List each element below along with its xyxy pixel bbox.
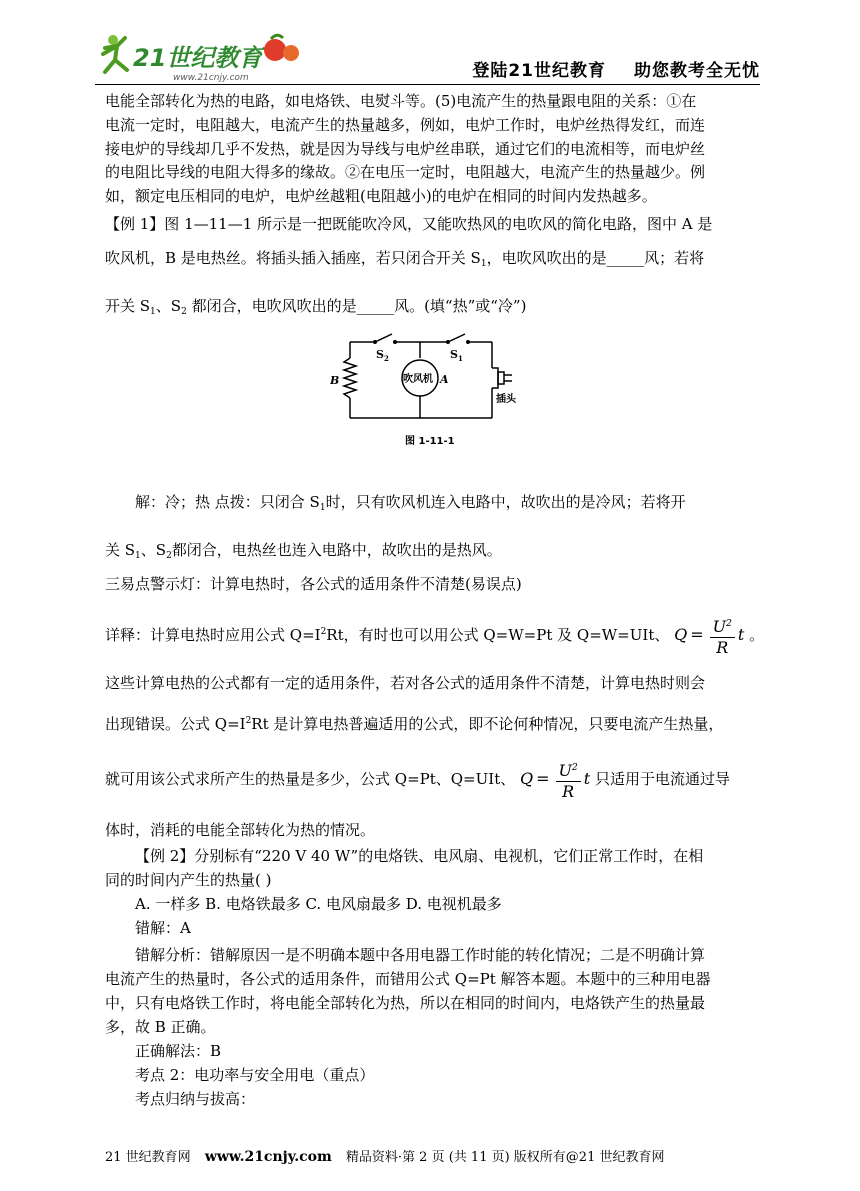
text-line: 中，只有电烙铁工作时，将电能全部转化为热，所以在相同的时间内，电烙铁产生的热量最	[105, 994, 706, 1012]
fan-a-label: A	[440, 373, 449, 386]
fan-label: 吹风机	[403, 374, 433, 385]
text-line: 电能全部转化为热的电路，如电烙铁、电熨斗等。(5)电流产生的热量跟电阻的关系：①在	[105, 92, 697, 110]
key-point-2: 考点 2：电功率与安全用电（重点）	[135, 1066, 375, 1084]
switch-s2-label: $S_2$	[376, 348, 389, 363]
footer-site: 21 世纪教育网	[105, 1150, 191, 1165]
logo-fruit-icon	[264, 39, 286, 61]
header-slogan	[472, 56, 760, 81]
slogan-right: 助您教考全无忧	[634, 61, 760, 81]
plug-label: 插头	[496, 394, 516, 405]
text-line: 电流产生的热量时，各公式的适用条件，而错用公式 Q=Pt 解答本题。本题中的三种用电器	[105, 970, 711, 988]
text-line: 错解分析：错解原因一是不明确本题中各用电器工作时能的转化情况；二是不明确计算	[135, 946, 706, 964]
formula-q-u2r: Q = $\frac{U^2}{R}$ t	[674, 614, 744, 658]
solution-1: 解：冷；热 点拨：只闭合 $S_1$时，只有吹风机连入电路中，故吹出的是冷风；若将开	[135, 493, 686, 513]
text-line: 出现错误。公式 $Q=I^2Rt$ 是计算电热普遍适用的公式，即不论何种情况，只要电流产生热量，	[105, 715, 724, 733]
resistor-b-label: B	[330, 374, 340, 387]
text-line: 就可用该公式求所产生的热量是多少，公式 Q=Pt、Q=UIt、 Q = $\frac{U^2}{R}$ t 只适用于电流通过导	[105, 758, 730, 802]
warning-heading: 三易点警示灯：计算电热时，各公式的适用条件不清楚(易误点)	[105, 575, 522, 593]
key-point-2-subtitle: 考点归纳与拔高：	[135, 1090, 256, 1108]
text-line: 关 $S_1$、$S_2$都闭合，电热丝也连入电路中，故吹出的是热风。	[105, 541, 502, 561]
circuit-diagram	[330, 320, 530, 450]
wrong-answer: 错解：A	[135, 919, 191, 937]
footer-info: 精品资料·第 2 页 (共 11 页) 版权所有@21 世纪教育网	[345, 1150, 665, 1165]
formula-q-u2r-2: Q = $\frac{U^2}{R}$ t	[520, 758, 590, 802]
header-divider	[95, 84, 760, 85]
footer-url[interactable]: www.21cnjy.com	[204, 1149, 332, 1165]
page-header	[95, 28, 760, 84]
logo-text: 21世纪教育	[133, 44, 263, 72]
text-line: 这些计算电热的公式都有一定的适用条件，若对各公式的适用条件不清楚，计算电热时则会	[105, 674, 706, 692]
text-line: 接电炉的导线却几乎不发热，就是因为导线与电炉丝串联，通过它们的电流相等，而电炉丝	[105, 140, 706, 158]
text-line: 的电阻比导线的电阻大得多的缘故。②在电压一定时，电阻越大，电流产生的热量越少。例	[105, 163, 706, 181]
example-2-options: A. 一样多 B. 电烙铁最多 C. 电风扇最多 D. 电视机最多	[135, 895, 502, 913]
figure-caption: 图 1-11-1	[405, 436, 455, 447]
example-1-title: 【例 1】图 1—11—1 所示是一把既能吹冷风，又能吹热风的电吹风的简化电路，图中 A 是	[105, 215, 713, 233]
text-line: 如，额定电压相同的电炉，电炉丝越粗(电阻越小)的电炉在相同的时间内发热越多。	[105, 187, 657, 205]
text-line: 多，故 B 正确。	[105, 1018, 216, 1036]
slogan-left: 登陆21世纪教育	[472, 61, 606, 81]
example-2-title: 【例 2】分别标有“220 V 40 W”的电烙铁、电风扇、电视机，它们正常工作时，在相	[135, 847, 704, 865]
text-line: 开关 $S_1$、$S_2$ 都闭合，电吹风吹出的是_____风。(填“热”或“冷”)	[105, 297, 527, 317]
correct-answer: 正确解法：B	[135, 1042, 222, 1060]
switch-s1-label: $S_1$	[450, 348, 463, 363]
text-line: 吹风机，B 是电热丝。将插头插入插座，若只闭合开关 $S_1$，电吹风吹出的是_____风；若将	[105, 249, 705, 269]
text-line: 同的时间内产生的热量( )	[105, 871, 272, 889]
running-figure-icon	[103, 35, 127, 72]
text-line: 体时，消耗的电能全部转化为热的情况。	[105, 821, 376, 839]
logo-url: www.21cnjy.com	[173, 73, 249, 83]
text-line: 电流一定时，电阻越大，电流产生的热量越多，例如，电炉工作时，电炉丝热得发红，而连	[105, 116, 706, 134]
page-footer	[105, 1146, 664, 1165]
detail-line: 详释：计算电热时应用公式 $Q=I^2Rt$，有时也可以用公式 Q=W=Pt 及 Q=W=UIt、 Q = $\frac{U^2}{R}$ t 。	[105, 614, 764, 658]
logo	[95, 28, 305, 84]
